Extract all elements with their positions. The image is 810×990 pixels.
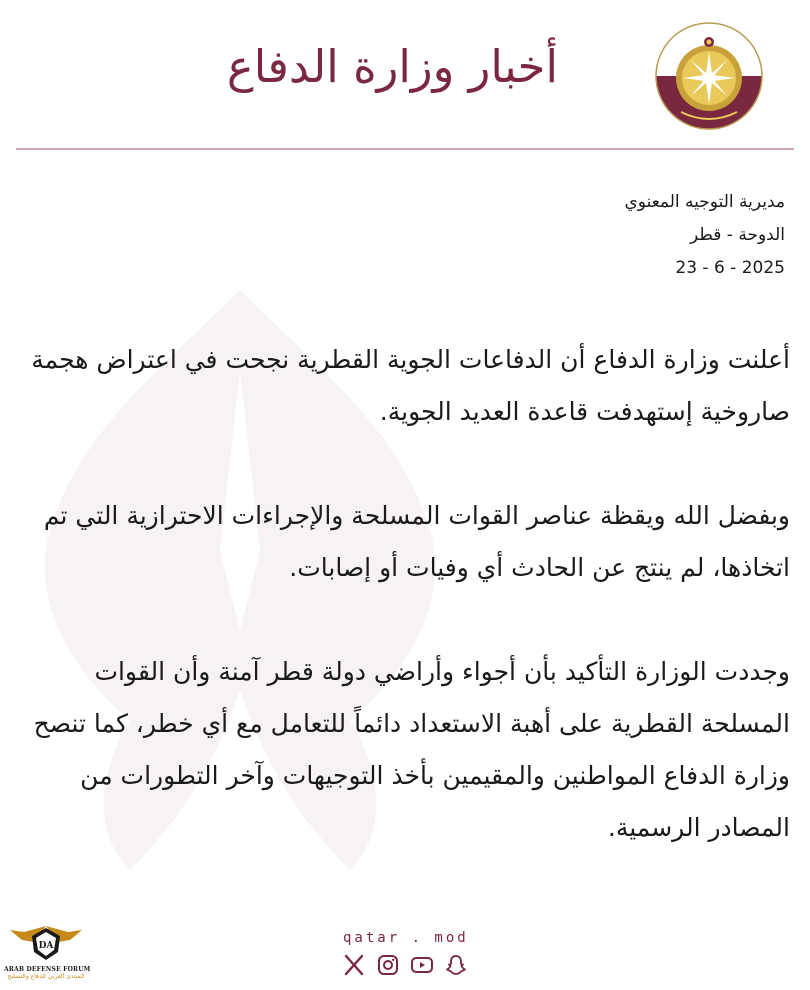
youtube-icon[interactable] — [410, 953, 434, 977]
statement-paragraph: أعلنت وزارة الدفاع أن الدفاعات الجوية القطرية نجحت في اعتراض هجمة صاروخية إستهدفت قاعدة العديد الجوية. — [31, 345, 790, 426]
forum-arabic-name: المنتدى العربي للدفاع والتسليح — [7, 973, 85, 980]
department-name: مديرية التوجيه المعنوي — [624, 192, 785, 212]
social-icons — [342, 953, 468, 977]
statement-paragraph: وجددت الوزارة التأكيد بأن أجواء وأراضي دولة قطر آمنة وأن القوات المسلحة القطرية على أهبة الاستعداد دائماً للتعامل مع أي خطر، كما تنصح وزارة الدفاع المواطنين والمقيمين بأخذ التوجيهات وآخر التطورات من المصادر الرسمية. — [33, 657, 790, 842]
statement-body — [15, 334, 790, 906]
ministry-of-defence-logo — [655, 22, 763, 130]
location: الدوحة - قطر — [689, 225, 785, 245]
statement-paragraph: وبفضل الله ويقظة عناصر القوات المسلحة والإجراءات الاحترازية التي تم اتخاذها، لم ينتج عن الحادث أي وفيات أو إصابات. — [43, 501, 790, 582]
forum-badge: DA — [38, 941, 54, 951]
snapchat-icon[interactable] — [444, 953, 468, 977]
x-icon[interactable] — [342, 953, 366, 977]
instagram-icon[interactable] — [376, 953, 400, 977]
page-title: أخبار وزارة الدفاع — [226, 40, 558, 93]
release-meta — [624, 186, 785, 285]
forum-watermark — [4, 922, 91, 988]
social-handle: qatar . mod — [343, 930, 469, 946]
forum-name: ARAB DEFENSE FORUM — [4, 966, 91, 973]
forum-emblem — [4, 922, 88, 962]
release-date: 23 - 6 - 2025 — [675, 258, 785, 278]
header-divider — [16, 148, 794, 150]
